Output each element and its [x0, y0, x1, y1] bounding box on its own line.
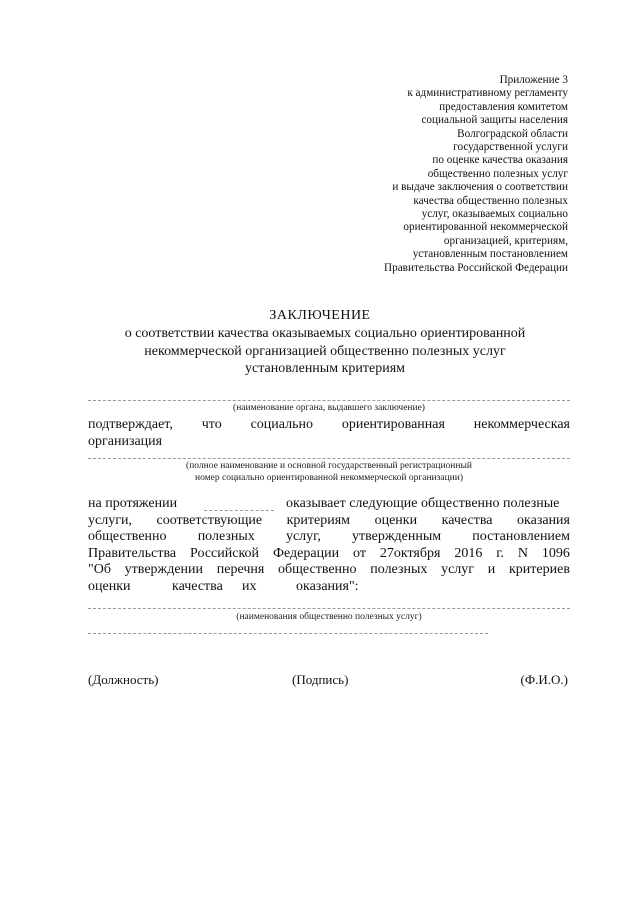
- paragraph-word: 27октября: [379, 545, 441, 561]
- paragraph-word: качества: [441, 512, 493, 528]
- confirm-paragraph: [88, 417, 570, 450]
- paragraph-word: 2016: [454, 545, 483, 561]
- paragraph-word: оказания":: [296, 578, 359, 594]
- confirm-word: некоммерческая: [473, 417, 570, 432]
- paragraph-word: общественно: [88, 529, 167, 544]
- position-label: (Должность): [88, 672, 159, 687]
- services-caption: (наименования общественно полезных услуг): [236, 612, 422, 622]
- subtitle-line: о соответствии качества оказываемых социально ориентированной: [124, 326, 526, 341]
- appendix-line: качества общественно полезных: [413, 194, 568, 207]
- paragraph-word: услуги,: [88, 512, 132, 528]
- appendix-line: по оценке качества оказания: [432, 154, 568, 167]
- paragraph-word: общественно: [278, 562, 357, 577]
- paragraph-word: оценки: [374, 512, 418, 528]
- services-field-line[interactable]: [88, 608, 570, 609]
- paragraph-word: услуг,: [285, 529, 321, 544]
- appendix-line: к административному регламенту: [407, 87, 568, 100]
- appendix-line: общественно полезных услуг: [427, 167, 568, 180]
- organ-name-field-line[interactable]: [88, 400, 570, 401]
- paragraph-word: Российской: [190, 545, 260, 561]
- paragraph-word: критериев: [508, 562, 570, 577]
- appendix-line: услуг, оказываемых социально: [421, 208, 568, 221]
- organization-caption-line: номер социально ориентированной некоммерческой организации): [194, 473, 463, 483]
- organ-name-caption: (наименование органа, выдавшего заключение): [233, 403, 425, 413]
- subtitle-line: установленным критериям: [244, 361, 405, 376]
- paragraph-word: качества: [172, 578, 223, 594]
- paragraph-word: оказания: [517, 512, 570, 528]
- paragraph-word: утвержденным: [351, 529, 442, 544]
- paragraph-word: 1096: [541, 545, 570, 561]
- paragraph-word: от: [353, 545, 366, 561]
- paragraph-word: Правительства: [88, 545, 177, 561]
- appendix-line: Приложение 3: [499, 74, 568, 86]
- paragraph-word: постановлением: [472, 529, 570, 544]
- paragraph-word: их: [242, 578, 257, 594]
- confirm-word: что: [201, 417, 222, 432]
- paragraph-word: N: [517, 545, 528, 561]
- paragraph-word: перечня: [216, 562, 265, 577]
- services-field-line-2[interactable]: [88, 633, 488, 634]
- paragraph-word: г.: [496, 545, 504, 561]
- document-subtitle: [80, 325, 570, 378]
- confirm-word: социально: [250, 417, 313, 432]
- appendix-line: Волгоградской области: [457, 127, 568, 140]
- paragraph-word: услуг: [441, 562, 475, 577]
- paragraph-word: Федерации: [272, 545, 340, 561]
- appendix-line: государственной услуги: [453, 141, 568, 154]
- period-label: на протяжении: [88, 496, 178, 511]
- paragraph-word: утверждении: [124, 562, 204, 577]
- full-name-label: (Ф.И.О.): [520, 672, 568, 687]
- organization-caption: [88, 460, 570, 484]
- paragraph-word: и: [487, 562, 496, 577]
- paragraph-word: соответствующие: [156, 512, 263, 528]
- subtitle-line: некоммерческой организацией общественно полезных услуг: [144, 343, 506, 359]
- appendix-line: организацией, критериям,: [443, 234, 568, 247]
- paragraph-word: критериям: [286, 512, 351, 528]
- paragraph-word: оценки: [88, 578, 131, 594]
- confirm-word: подтверждает,: [88, 417, 173, 432]
- appendix-header: [384, 74, 568, 275]
- services-paragraph: [88, 496, 570, 595]
- appendix-line: установленным постановлением: [412, 248, 568, 261]
- appendix-line: и выдаче заключения о соответствии: [392, 181, 568, 194]
- appendix-line: Правительства Российской Федерации: [384, 261, 568, 274]
- paragraph-word: полезных: [197, 529, 255, 544]
- confirm-line-2: организация: [88, 433, 163, 449]
- paragraph-word: полезных: [370, 562, 428, 577]
- services-intro: оказывает следующие общественно полезные: [286, 496, 560, 511]
- paragraph-word: "Об: [88, 562, 111, 577]
- appendix-line: социальной защиты населения: [421, 114, 568, 127]
- period-field-line[interactable]: [204, 510, 274, 511]
- organization-caption-line: (полное наименование и основной государственный регистрационный: [186, 461, 472, 471]
- signature-label: (Подпись): [292, 672, 349, 687]
- confirm-word: ориентированная: [341, 417, 445, 432]
- document-title: ЗАКЛЮЧЕНИЕ: [269, 308, 371, 323]
- appendix-line: предоставления комитетом: [439, 100, 568, 113]
- organization-field-line[interactable]: [88, 458, 570, 459]
- appendix-line: ориентированной некоммерческой: [403, 221, 568, 234]
